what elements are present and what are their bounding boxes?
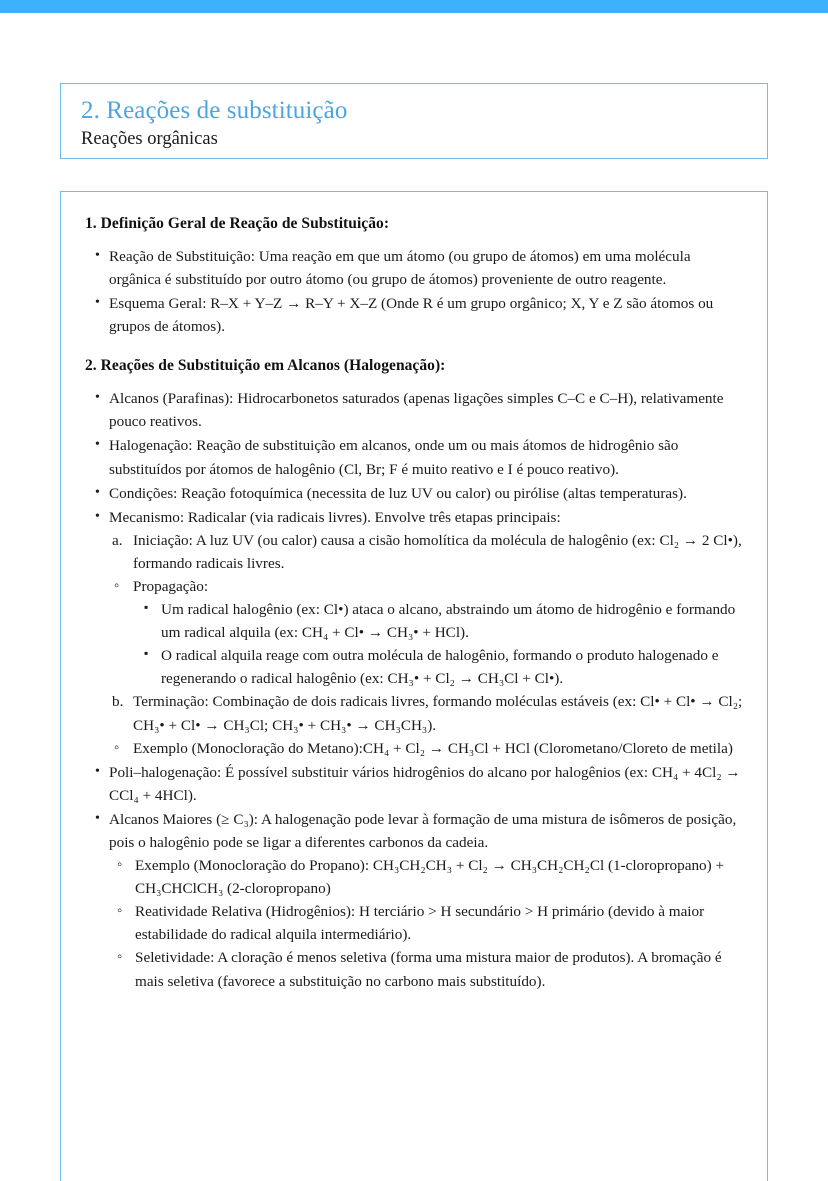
bullet-text: • Poli–halogenação: É possível substituir vários hidrogênios do alcano por halogênios (ex: CH₄ + 4Cl₂ → CCl₄ + 4HCl).	[109, 761, 743, 807]
list-item-propagacao	[133, 575, 743, 690]
section-heading-2: 2. Reações de Substituição em Alcanos (Halogenação):	[85, 357, 446, 375]
section-1-bullet-list	[85, 245, 743, 338]
list-item	[161, 644, 743, 690]
step-text: Iniciação: A luz UV (ou calor) causa a cisão homolítica da molécula de halogênio (ex: Cl₂ → 2 Cl•), formando radicais livres.	[133, 531, 742, 572]
bullet-text: • Alcanos Maiores (≥ C₃): A halogenação pode levar à formação de uma mistura de isômeros de posição, pois o halogênio pode se ligar a diferentes carbonos da cadeia.	[109, 808, 743, 854]
list-item	[107, 434, 743, 480]
sub-bullet-text: ▪ O radical alquila reage com outra molécula de halogênio, formando o produto halogenado e regenerando o radical halogênio (ex: CH₃• + Cl₂ → CH₃Cl + Cl•).	[161, 644, 743, 690]
list-item	[107, 292, 743, 338]
alcanos-maiores-sublist	[109, 854, 743, 993]
sub-bullet-text: ◦ Reatividade Relativa (Hidrogênios): H terciário > H secundário > H primário (devido à maior estabilidade do radical alquila intermediário).	[135, 900, 743, 946]
document-page	[0, 13, 828, 1171]
step-text: ◦ Exemplo (Monocloração do Metano):CH₄ + Cl₂ → CH₃Cl + HCl (Clorometano/Cloreto de metila)	[133, 737, 743, 760]
list-item	[107, 482, 743, 505]
list-item	[107, 506, 743, 760]
page-subtitle: Reações orgânicas	[81, 128, 218, 149]
list-item	[135, 900, 743, 946]
bullet-text: • Esquema Geral: R–X + Y–Z → R–Y + X–Z (Onde R é um grupo orgânico; X, Y e Z são átomos ou grupos de átomos).	[109, 292, 743, 338]
sub-bullet-text: ◦ Exemplo (Monocloração do Propano): CH₃CH₂CH₃ + Cl₂ → CH₃CH₂CH₂Cl (1-cloropropano) + CH₃CHClCH₃ (2-cloropropano)	[135, 854, 743, 900]
list-item-exemplo-metano	[133, 737, 743, 760]
list-item	[135, 854, 743, 900]
list-item	[135, 946, 743, 992]
list-item	[107, 245, 743, 291]
section-heading-1: 1. Definição Geral de Reação de Substituição:	[85, 215, 390, 232]
list-item	[161, 598, 743, 644]
section-2-bullet-list	[85, 387, 743, 992]
list-item	[107, 808, 743, 993]
top-accent-bar	[0, 0, 828, 13]
bullet-text: • Mecanismo: Radicalar (via radicais livres). Envolve três etapas principais:	[109, 506, 743, 529]
sub-bullet-text: ◦ Seletividade: A cloração é menos seletiva (forma uma mistura maior de produtos). A bromação é mais seletiva (favorece a substituição no carbono mais substituído).	[135, 946, 743, 992]
bullet-text: • Reação de Substituição: Uma reação em que um átomo (ou grupo de átomos) em uma molécula orgânica é substituído por outro átomo (ou grupo de átomos) proveniente de outro reagente.	[109, 245, 743, 291]
bullet-text: • Condições: Reação fotoquímica (necessita de luz UV ou calor) ou pirólise (altas temperaturas).	[109, 482, 743, 505]
list-item-terminacao	[133, 690, 743, 736]
page-title: 2. Reações de substituição	[81, 97, 348, 124]
content-body-box	[60, 191, 768, 1181]
list-item-iniciacao	[133, 529, 743, 575]
bullet-text: • Alcanos (Parafinas): Hidrocarbonetos saturados (apenas ligações simples C–C e C–H), relativamente pouco reativos.	[109, 387, 743, 433]
mechanism-steps-list	[109, 529, 743, 760]
step-label: ◦ Propagação:	[133, 575, 743, 598]
title-header-box	[60, 83, 768, 159]
bullet-text: • Halogenação: Reação de substituição em alcanos, onde um ou mais átomos de hidrogênio são substituídos por átomos de halogênio (Cl, Br; F é muito reativo e I é pouco reativo).	[109, 434, 743, 480]
list-item	[107, 761, 743, 807]
list-item	[107, 387, 743, 433]
propagacao-sublist	[133, 598, 743, 690]
step-text: Terminação: Combinação de dois radicais livres, formando moléculas estáveis (ex: Cl• + Cl• → Cl₂; CH₃• + Cl• → CH₃Cl; CH₃• + CH₃• → CH₃CH₃).	[133, 693, 743, 734]
sub-bullet-text: ▪ Um radical halogênio (ex: Cl•) ataca o alcano, abstraindo um átomo de hidrogênio e formando um radical alquila (ex: CH₄ + Cl• → CH₃• + HCl).	[161, 598, 743, 644]
